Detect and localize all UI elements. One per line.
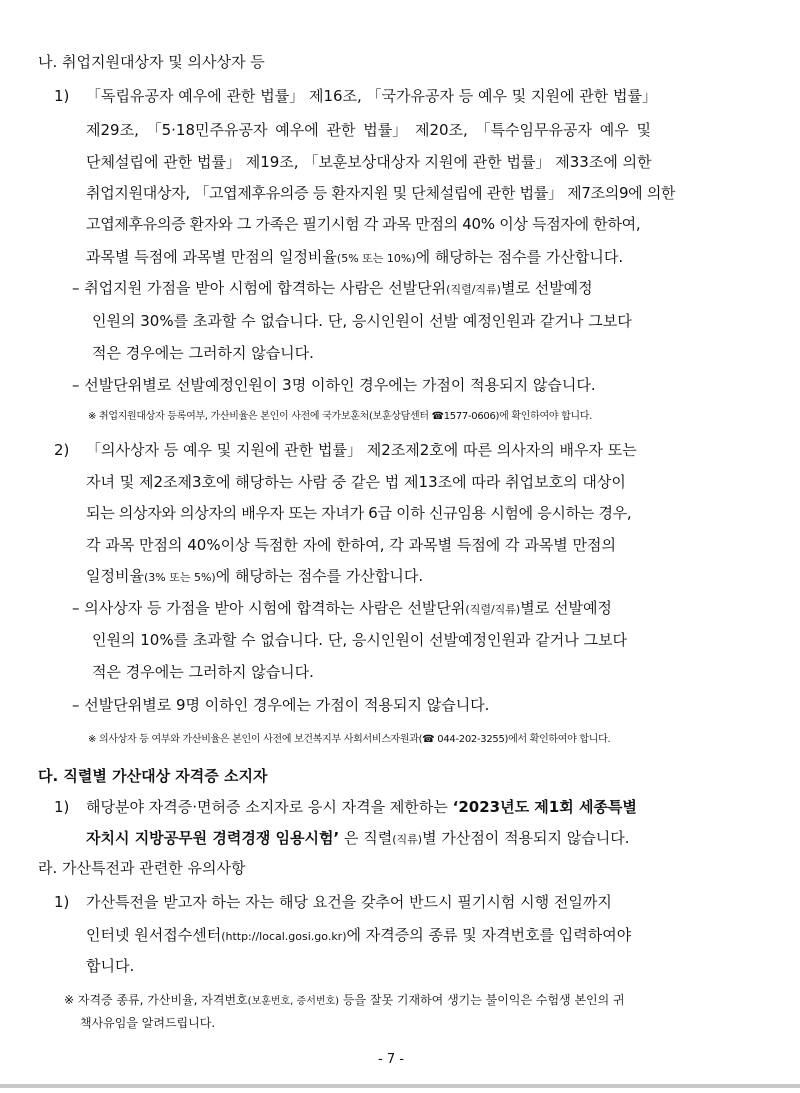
dash-item: – 선발단위별로 선발예정인원이 3명 이하인 경우에는 가점이 적용되지 않습니다.	[72, 376, 596, 394]
paragraph-line: 고엽제후유의증 환자와 그 가족은 필기시험 각 과목 만점의 40% 이상 득점자에 한하여,	[86, 215, 641, 233]
dash-item-cont: 적은 경우에는 그러하지 않습니다.	[92, 663, 314, 681]
paragraph-line: 일정비율(3% 또는 5%)에 해당하는 점수를 가산합니다.	[86, 567, 424, 585]
paragraph-line: 합니다.	[86, 957, 135, 975]
paragraph-line: 과목별 득점에 과목별 만점의 일정비율(5% 또는 10%)에 해당하는 점수를 가산합니다.	[86, 248, 624, 266]
note-cont: 책사유임을 알려드립니다.	[80, 1016, 216, 1030]
dash-item-cont: 인원의 10%를 초과할 수 없습니다. 단, 응시인원이 선발예정인원과 같거나 그보다	[92, 631, 627, 649]
item-number: 1)	[54, 798, 70, 816]
footer-rule	[0, 1084, 800, 1088]
dash-item: – 의사상자 등 가점을 받아 시험에 합격하는 사람은 선발단위(직렬/직류)별로 선발예정	[72, 599, 612, 617]
dash-item-cont: 인원의 30%를 초과할 수 없습니다. 단, 응시인원이 선발 예정인원과 같거나 그보다	[92, 312, 632, 330]
paragraph-line: 「의사상자 등 예우 및 지원에 관한 법률」 제2조제2호에 따른 의사자의 배우자 또는	[86, 441, 637, 459]
paragraph-line: 단체설립에 관한 법률」 제19조, 「보훈보상대상자 지원에 관한 법률」 제33조에 의한	[86, 153, 652, 171]
dash-item: – 취업지원 가점을 받아 시험에 합격하는 사람은 선발단위(직렬/직류)별로 선발예정	[72, 279, 593, 297]
paragraph-line: 인터넷 원서접수센터(http://local.gosi.go.kr)에 자격증의 종류 및 자격번호를 입력하여야	[86, 926, 632, 944]
paragraph-line: 「독립유공자 예우에 관한 법률」 제16조, 「국가유공자 등 예우 및 지원에 관한 법률」	[86, 87, 658, 105]
item-number: 2)	[54, 441, 70, 459]
paragraph-line: 제29조, 「5·18민주유공자 예우에 관한 법률」 제20조, 「특수임무유공자 예우 및	[86, 121, 651, 139]
dash-item-cont: 적은 경우에는 그러하지 않습니다.	[92, 344, 314, 362]
section-da-title: 다. 직렬별 가산대상 자격증 소지자	[38, 767, 268, 785]
page-number: - 7 -	[378, 1052, 404, 1067]
section-na-title: 나. 취업지원대상자 및 의사상자 등	[38, 53, 265, 71]
note: ※ 취업지원대상자 등록여부, 가산비율은 본인이 사전에 국가보훈처(보훈상담센터 ☎1577-0606)에 확인하여야 합니다.	[88, 411, 593, 422]
paragraph-line: 되는 의상자와 의상자의 배우자 또는 자녀가 6급 이하 신규임용 시험에 응시하는 경우,	[86, 504, 632, 522]
paragraph-line: 각 과목 만점의 40%이상 득점한 자에 한하여, 각 과목별 득점에 각 과목별 만점의	[86, 536, 617, 554]
note: ※ 자격증 종류, 가산비율, 자격번호(보훈번호, 증서번호) 등을 잘못 기재하여 생기는 불이익은 수험생 본인의 귀	[64, 993, 625, 1007]
paragraph-line: 자치시 지방공무원 경력경쟁 임용시험’ 은 직렬(직류)별 가산점이 적용되지 않습니다.	[86, 829, 630, 847]
dash-item: – 선발단위별로 9명 이하인 경우에는 가점이 적용되지 않습니다.	[72, 696, 490, 714]
paragraph-line: 자녀 및 제2조제3호에 해당하는 사람 중 같은 법 제13조에 따라 취업보호의 대상이	[86, 473, 626, 491]
paragraph-line: 해당분야 자격증·면허증 소지자로 응시 자격을 제한하는 ‘2023년도 제1회 세종특별	[86, 798, 637, 816]
item-number: 1)	[54, 893, 70, 911]
item-number: 1)	[54, 87, 70, 105]
section-ra-title: 라. 가산특전과 관련한 유의사항	[38, 859, 246, 877]
paragraph-line: 취업지원대상자, 「고엽제후유의증 등 환자지원 및 단체설립에 관한 법률」 제7조의9에 의한	[86, 184, 676, 202]
paragraph-line: 가산특전을 받고자 하는 자는 해당 요건을 갖추어 반드시 필기시험 시행 전일까지	[86, 893, 612, 911]
note: ※ 의사상자 등 여부와 가산비율은 본인이 사전에 보건복지부 사회서비스자원과(☎ 044-202-3255)에서 확인하여야 합니다.	[88, 734, 611, 745]
